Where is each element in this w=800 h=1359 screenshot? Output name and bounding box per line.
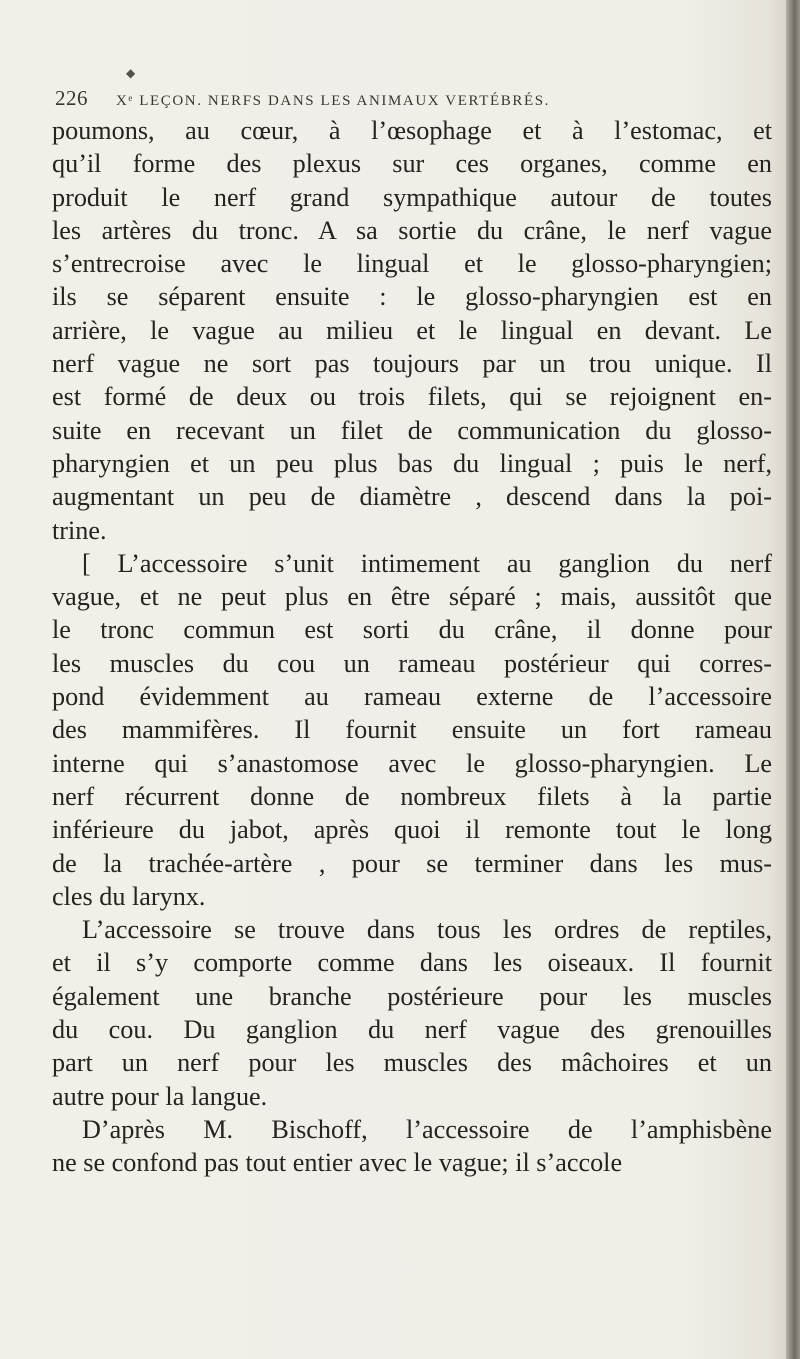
- text-line: les artères du tronc. A sa sortie du crâne, le nerf vague: [52, 215, 772, 245]
- text-line: part un nerf pour les muscles des mâchoires et un: [52, 1048, 772, 1078]
- text-line: est formé de deux ou trois filets, qui se rejoignent en-: [52, 382, 772, 412]
- text-line: et il s’y comporte comme dans les oiseaux. Il fournit: [52, 948, 772, 978]
- text-line: pharyngien et un peu plus bas du lingual ; puis le nerf,: [52, 448, 772, 478]
- running-title: Xᵉ LEÇON. NERFS DANS LES ANIMAUX VERTÉBRÉS.: [116, 93, 550, 109]
- text-line: s’entrecroise avec le lingual et le glosso-pharyngien;: [52, 249, 772, 279]
- text-line: des mammifères. Il fournit ensuite un fort rameau: [52, 715, 772, 745]
- text-line: vague, et ne peut plus en être séparé ; mais, aussitôt que: [52, 582, 772, 612]
- text-line: cles du larynx.: [52, 881, 206, 911]
- text-line: pond évidemment au rameau externe de l’accessoire: [52, 682, 772, 712]
- text-line: trine.: [52, 515, 107, 545]
- page-number: 226: [55, 86, 88, 110]
- text-line: poumons, au cœur, à l’œsophage et à l’estomac, et: [52, 116, 772, 145]
- body-text: [52, 114, 772, 1180]
- text-line: interne qui s’anastomose avec le glosso-pharyngien. Le: [52, 748, 772, 778]
- text-line: augmentant un peu de diamètre , descend dans la poi-: [52, 482, 772, 512]
- text-line: D’après M. Bischoff, l’accessoire de l’amphisbène: [82, 1114, 772, 1144]
- text-line: les muscles du cou un rameau postérieur qui corres-: [52, 648, 772, 678]
- text-line: le tronc commun est sorti du crâne, il donne pour: [52, 615, 772, 645]
- text-line: suite en recevant un filet de communication du glosso-: [52, 415, 772, 445]
- text-line: du cou. Du ganglion du nerf vague des grenouilles: [52, 1015, 772, 1045]
- text-line: nerf récurrent donne de nombreux filets à la partie: [52, 781, 772, 811]
- text-line: également une branche postérieure pour les muscles: [52, 981, 772, 1011]
- text-line: inférieure du jabot, après quoi il remonte tout le long: [52, 815, 772, 845]
- text-line: autre pour la langue.: [52, 1081, 268, 1111]
- text-line: nerf vague ne sort pas toujours par un trou unique. Il: [52, 349, 772, 379]
- text-line: de la trachée-artère , pour se terminer dans les mus-: [52, 848, 772, 878]
- page-edge-shadow: [786, 0, 800, 1359]
- text-line: ne se confond pas tout entier avec le vague; il s’accole: [52, 1148, 623, 1178]
- text-line: produit le nerf grand sympathique autour de toutes: [52, 182, 772, 212]
- text-line: L’accessoire se trouve dans tous les ordres de reptiles,: [82, 915, 772, 945]
- text-line: ils se séparent ensuite : le glosso-pharyngien est en: [52, 282, 772, 312]
- text-line: qu’il forme des plexus sur ces organes, comme en: [52, 149, 772, 179]
- text-line: arrière, le vague au milieu et le lingual en devant. Le: [52, 315, 772, 345]
- printer-mark: ◆: [126, 66, 136, 80]
- text-line: [ L’accessoire s’unit intimement au ganglion du nerf: [82, 548, 772, 578]
- running-header: [55, 86, 775, 111]
